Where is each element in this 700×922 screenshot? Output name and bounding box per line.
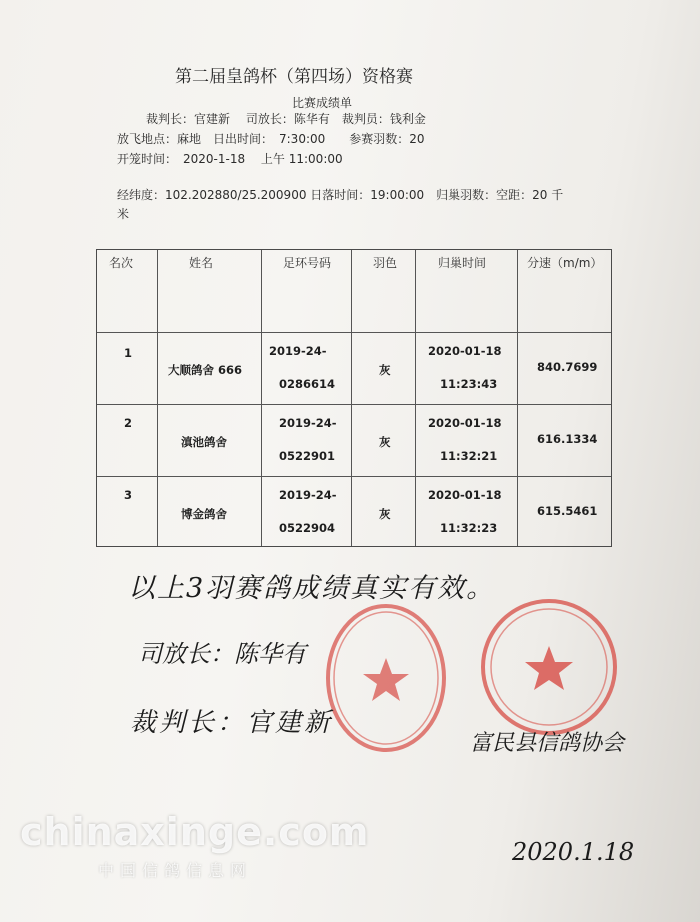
header-color: 羽色 <box>373 256 398 270</box>
cell-color: 灰 <box>379 363 391 377</box>
table-column-divider <box>157 250 158 546</box>
cell-ring: 0522901 <box>279 449 336 463</box>
header-speed: 分速（m/m） <box>527 256 603 270</box>
cell-time: 11:23:43 <box>440 377 498 391</box>
cell-speed: 840.7699 <box>537 360 598 374</box>
table-column-divider <box>415 250 416 546</box>
table-divider <box>97 476 611 477</box>
watermark-logo: chinaxinge.com <box>20 810 370 854</box>
association-seal <box>478 596 620 738</box>
cell-time: 2020-01-18 <box>428 416 502 430</box>
cell-color: 灰 <box>379 507 391 521</box>
table-column-divider <box>261 250 262 546</box>
cell-color: 灰 <box>379 435 391 449</box>
basket-line: 开笼时间： 2020-1-18 上午 11:00:00 <box>117 152 343 166</box>
coords-line-continued: 米 <box>117 207 130 221</box>
header-rank: 名次 <box>109 256 134 270</box>
header-name: 姓名 <box>189 256 214 270</box>
club-seal <box>322 600 450 756</box>
results-table <box>96 249 612 547</box>
cell-speed: 616.1334 <box>537 432 598 446</box>
table-column-divider <box>351 250 352 546</box>
handwritten-association: 富民县信鸽协会 <box>470 731 625 756</box>
handwritten-caipan-signature: 裁判长：官建新 <box>130 708 334 738</box>
cell-name: 滇池鸽舍 <box>181 435 227 449</box>
officials-line: 裁判长：官建新 司放长：陈华有 裁判员：钱利金 <box>146 112 426 126</box>
cell-name: 大顺鸽舍 666 <box>168 363 243 377</box>
cell-ring: 2019-24- <box>269 344 327 358</box>
table-column-divider <box>517 250 518 546</box>
cell-name: 博金鸽舍 <box>181 507 227 521</box>
cell-time: 11:32:23 <box>440 521 498 535</box>
document-subtitle: 比赛成绩单 <box>292 96 353 110</box>
header-time: 归巢时间 <box>438 256 487 270</box>
handwritten-statement: 以上3羽赛鸽成绩真实有效。 <box>128 573 496 604</box>
handwritten-date: 2020.1.18 <box>512 838 635 866</box>
cell-time: 11:32:21 <box>440 449 498 463</box>
cell-ring: 0522904 <box>279 521 336 535</box>
document-title: 第二届皇鸽杯（第四场）资格赛 <box>175 67 413 87</box>
cell-ring: 2019-24- <box>279 416 337 430</box>
watermark-subtitle: 中国信鸽信息网 <box>98 861 253 880</box>
cell-ring: 2019-24- <box>279 488 337 502</box>
cell-time: 2020-01-18 <box>428 488 502 502</box>
coords-line: 经纬度：102.202880/25.200900 日落时间：19:00:00 归巢羽数：空距：20 千 <box>117 188 564 202</box>
release-line: 放飞地点：麻地 日出时间： 7:30:00 参赛羽数：20 <box>117 132 425 146</box>
cell-rank: 2 <box>124 416 133 430</box>
cell-rank: 3 <box>124 488 133 502</box>
cell-ring: 0286614 <box>279 377 336 391</box>
cell-time: 2020-01-18 <box>428 344 502 358</box>
table-divider <box>97 404 611 405</box>
table-divider <box>97 332 611 333</box>
cell-speed: 615.5461 <box>537 504 598 518</box>
handwritten-sifang-signature: 司放长：陈华有 <box>138 640 306 668</box>
cell-rank: 1 <box>124 346 133 360</box>
header-ring: 足环号码 <box>283 256 332 270</box>
